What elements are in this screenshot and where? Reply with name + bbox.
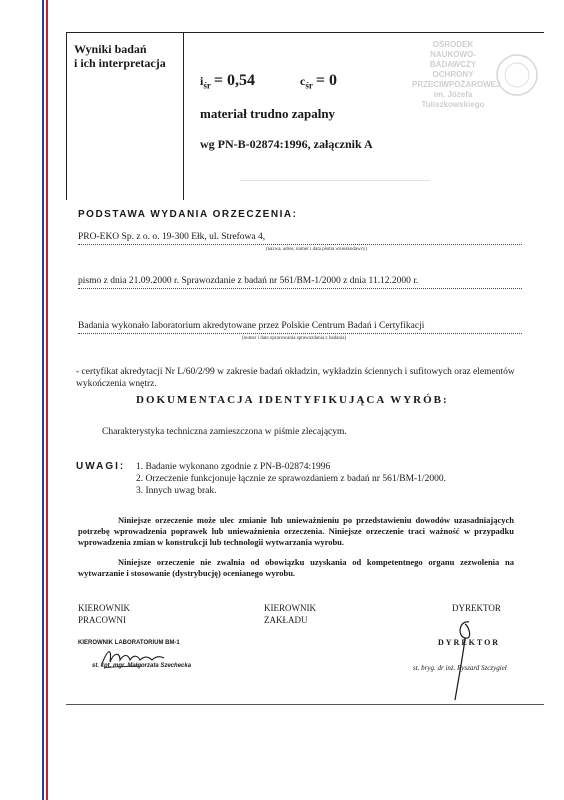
- signature-director: DYREKTOR: [452, 603, 501, 613]
- notice-validity: Niniejsze orzeczenie może ulec zmianie lub unieważnieniu po przedstawieniu dowodów uzasadniających potrzebę wprowadzenia poprawek lub unieważnienia orzeczenia. Niniejsze orzeczenie traci ważność w przypadku wprowadzenia zmian w konstrukcji lub technologii wytwarzania wyrobu.: [78, 515, 514, 547]
- i-subscript: śr: [203, 80, 211, 91]
- notice-permit: Niniejsze orzeczenie nie zwalnia od obowiązku uzyskania od kompetentnego organu zezwolenia na wytwarzanie i stosowanie (dystrybucję) ocenianego wyrobu.: [78, 557, 514, 578]
- lab-text: Badania wykonało laboratorium akredytowane przez Polskie Centrum Badań i Certyfikacji: [78, 321, 425, 331]
- faint-emblem-icon: [492, 50, 542, 100]
- index-c-value: [300, 72, 337, 90]
- letter-dotline: [78, 288, 522, 289]
- stamp-director-title: DYREKTOR: [438, 638, 501, 647]
- remark-item: 2. Orzeczenie funkcjonuje łącznie ze sprawozdaniem z badań nr 561/BM-1/2000.: [136, 474, 446, 484]
- remarks-label: UWAGI:: [76, 461, 126, 472]
- binding-stripe-red: [46, 0, 48, 800]
- material-classification: materiał trudno zapalny: [200, 106, 336, 121]
- remarks-list: [136, 461, 496, 497]
- faint-stamp-line: OCHRONY: [432, 70, 474, 79]
- documentation-text: Charakterystyka techniczna zamieszczona w piśmie zlecającym.: [102, 427, 347, 437]
- lab-caption: (numer i data opracowania sprawozdania z badania): [242, 336, 347, 341]
- faint-stamp-line: NAUKOWO-BADAWCZY: [429, 50, 477, 69]
- remark-item: 3. Innych uwag brak.: [136, 486, 217, 496]
- faint-stamp-line: PRZECIWPOŻAROWEJ: [412, 80, 501, 89]
- c-symbol: c: [300, 74, 306, 88]
- applicant-dotline: [78, 244, 522, 245]
- stamp-lab-head-title: KIEROWNIK LABORATORIUM BM-1: [78, 640, 180, 646]
- results-label: Wyniki badań i ich interpretacja: [74, 42, 166, 70]
- applicant-caption: (nazwa, adres, numer i data pisma wnioskodawcy): [266, 247, 368, 252]
- handwritten-signature-director: [445, 616, 485, 706]
- binding-stripe-blue: [42, 0, 44, 800]
- standard-reference: wg PN-B-02874:1996, załącznik A: [200, 137, 373, 151]
- stamp-lab-head-name: st. kpt. mgr. Małgorzata Szechecka: [92, 663, 192, 669]
- certificate-text: - certyfikat akredytacji Nr L/60/2/99 w zakresie badań okładzin, wykładzin ściennych i sufitowych oraz elementów wykończenia wnętrz.: [76, 367, 515, 389]
- c-value: = 0: [315, 72, 337, 89]
- remark-item: 1. Badanie wykonano zgodnie z PN-B-02874:1996: [136, 462, 331, 472]
- basis-heading: PODSTAWA WYDANIA ORZECZENIA:: [78, 209, 298, 220]
- lab-dotline: [78, 333, 522, 334]
- c-subscript: śr: [305, 80, 313, 91]
- faint-stamp-line: im. Józefa Tuliszkowskiego: [421, 90, 485, 109]
- faint-institution-stamp: [412, 40, 501, 110]
- stamp-director-name: st. bryg. dr inż. Ryszard Szczygieł: [413, 664, 507, 672]
- index-i-value: [200, 72, 255, 90]
- faint-stamp-line: OŚRODEK: [432, 40, 474, 49]
- bottom-rule: [66, 704, 544, 705]
- results-box-top-border: [66, 32, 544, 33]
- applicant-text: PRO-EKO Sp. z o. o. 19-300 Ełk, ul. Strefowa 4,: [78, 232, 266, 242]
- i-symbol: i: [200, 74, 204, 88]
- results-box-left-border: [66, 32, 67, 200]
- signature-head-department: KIEROWNIK ZAKŁADU: [264, 603, 316, 625]
- documentation-heading: DOKUMENTACJA IDENTYFIKUJĄCA WYRÓB:: [136, 394, 449, 406]
- faint-bleed-line: [240, 180, 430, 181]
- signature-head-lab: KIEROWNIK PRACOWNI: [78, 603, 130, 625]
- letter-reference: pismo z dnia 21.09.2000 r. Sprawozdanie z badań nr 561/BM-1/2000 z dnia 11.12.2000 r.: [78, 276, 419, 286]
- i-value: = 0,54: [213, 72, 255, 89]
